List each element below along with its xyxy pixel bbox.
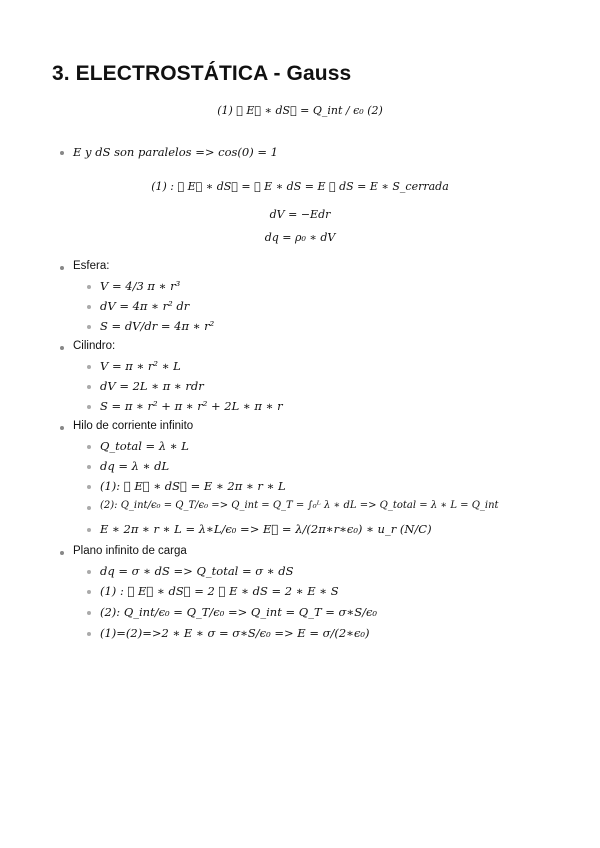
hilo-dq: dq = λ ∗ dL <box>100 459 170 473</box>
gauss-law-equation: (1) ∮ E⃗ ∗ dS⃗ = Q_int / ϵ₀ (2) <box>217 104 383 117</box>
esfera-volume: V = 4/3 π ∗ r³ <box>100 279 181 293</box>
cilindro-label: Cilindro: <box>73 340 116 352</box>
hilo-label: Hilo de corriente infinito <box>73 420 194 432</box>
bullet-parallel: E y dS son paralelos => cos(0) = 1 <box>73 145 278 159</box>
flux-equation: (1) : ∮ E⃗ ∗ dS⃗ = ∮ E ∗ dS = E ∮ dS = E ∗ S_cerrada <box>151 180 449 193</box>
charge-differential-equation: dq = ρ₀ ∗ dV <box>264 231 336 244</box>
esfera-label: Esfera: <box>73 260 110 272</box>
cilindro-surface: S = π ∗ r² + π ∗ r² + 2L ∗ π ∗ r <box>100 399 283 413</box>
hilo-qtotal: Q_total = λ ∗ L <box>100 439 189 453</box>
esfera-dv: dV = 4π ∗ r² dr <box>100 299 190 313</box>
section-title: 3. ELECTROSTÁTICA - Gauss <box>52 62 352 85</box>
plano-field: (1)=(2)=>2 ∗ E ∗ σ = σ∗S/ϵ₀ => E = σ/(2∗ϵ₀) <box>100 626 370 640</box>
plano-eq1: (1) : ∮ E⃗ ∗ dS⃗ = 2 ∮ E ∗ dS = 2 ∗ E ∗ S <box>100 584 339 598</box>
volume-differential-equation: dV = −Edr <box>269 208 331 221</box>
hilo-eq2: (2): Q_int/ϵ₀ = Q_T/ϵ₀ => Q_int = Q_T = ∫₀ᴸ λ ∗ dL => Q_total = λ ∗ L = Q_int <box>100 500 499 511</box>
plano-label: Plano infinito de carga <box>73 545 187 557</box>
cilindro-volume: V = π ∗ r² ∗ L <box>100 359 181 373</box>
plano-dq: dq = σ ∗ dS => Q_total = σ ∗ dS <box>100 564 294 578</box>
hilo-field: E ∗ 2π ∗ r ∗ L = λ∗L/ϵ₀ => E⃗ = λ/(2π∗r∗ϵ₀) ∗ u_r (N/C) <box>100 522 432 536</box>
plano-eq2: (2): Q_int/ϵ₀ = Q_T/ϵ₀ => Q_int = Q_T = σ∗S/ϵ₀ <box>100 605 378 619</box>
cilindro-dv: dV = 2L ∗ π ∗ rdr <box>100 379 204 393</box>
esfera-surface: S = dV/dr = 4π ∗ r² <box>100 319 215 333</box>
hilo-eq1: (1): ∮ E⃗ ∗ dS⃗ = E ∗ 2π ∗ r ∗ L <box>100 479 286 493</box>
